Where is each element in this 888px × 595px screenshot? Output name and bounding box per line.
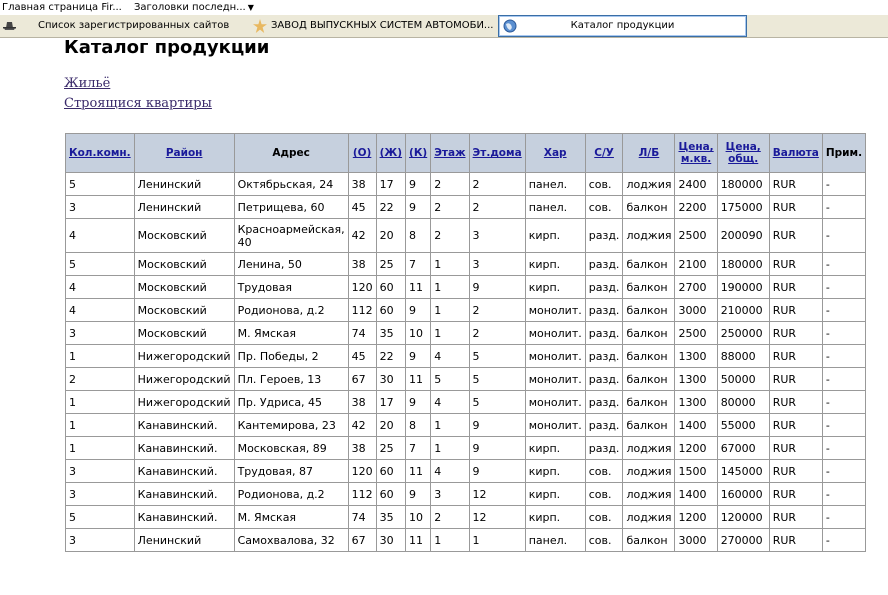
cell-note: - bbox=[822, 345, 865, 368]
cell-kitchen-area: 9 bbox=[406, 299, 431, 322]
table-row bbox=[66, 345, 866, 368]
cell-rooms: 1 bbox=[66, 414, 135, 437]
cell-address: Пр. Удриса, 45 bbox=[234, 391, 348, 414]
table-row bbox=[66, 219, 866, 253]
cell-bathroom: разд. bbox=[585, 219, 623, 253]
cell-floors: 2 bbox=[469, 173, 525, 196]
cell-living-area: 35 bbox=[376, 322, 405, 345]
cell-price-sqm: 1400 bbox=[675, 414, 717, 437]
cell-currency: RUR bbox=[769, 483, 822, 506]
cell-rooms: 4 bbox=[66, 276, 135, 299]
cell-floors: 9 bbox=[469, 414, 525, 437]
bookmarks-toolbar bbox=[0, 0, 888, 15]
tab-catalog[interactable] bbox=[498, 15, 747, 37]
table-row bbox=[66, 391, 866, 414]
cell-currency: RUR bbox=[769, 299, 822, 322]
cell-note: - bbox=[822, 483, 865, 506]
cell-bathroom: разд. bbox=[585, 276, 623, 299]
cell-address: Кантемирова, 23 bbox=[234, 414, 348, 437]
cell-balcony: балкон bbox=[623, 529, 675, 552]
cell-price-sqm: 2700 bbox=[675, 276, 717, 299]
column-header-type[interactable]: Хар bbox=[525, 134, 585, 173]
cell-type: кирп. bbox=[525, 483, 585, 506]
cell-floor: 4 bbox=[431, 460, 469, 483]
cell-note: - bbox=[822, 322, 865, 345]
cell-floor: 1 bbox=[431, 437, 469, 460]
cell-living-area: 17 bbox=[376, 391, 405, 414]
cell-total-area: 67 bbox=[348, 529, 376, 552]
cell-note: - bbox=[822, 299, 865, 322]
cell-kitchen-area: 11 bbox=[406, 460, 431, 483]
cell-total-area: 120 bbox=[348, 460, 376, 483]
cell-district: Нижегородский bbox=[134, 391, 234, 414]
cell-type: кирп. bbox=[525, 506, 585, 529]
cell-price-total: 180000 bbox=[717, 173, 769, 196]
cell-floor: 4 bbox=[431, 391, 469, 414]
cell-balcony: лоджия bbox=[623, 437, 675, 460]
bookmark-headlines[interactable] bbox=[134, 0, 254, 15]
cell-price-total: 120000 bbox=[717, 506, 769, 529]
bookmark-headlines-label: Заголовки последн... bbox=[134, 2, 246, 13]
cell-floors: 3 bbox=[469, 253, 525, 276]
table-row bbox=[66, 196, 866, 219]
cell-note: - bbox=[822, 368, 865, 391]
cell-rooms: 5 bbox=[66, 253, 135, 276]
cell-note: - bbox=[822, 253, 865, 276]
column-header-note: Прим. bbox=[822, 134, 865, 173]
cell-price-sqm: 1300 bbox=[675, 368, 717, 391]
cell-type: кирп. bbox=[525, 219, 585, 253]
table-row bbox=[66, 173, 866, 196]
cell-total-area: 42 bbox=[348, 219, 376, 253]
cell-kitchen-area: 9 bbox=[406, 345, 431, 368]
cell-price-total: 270000 bbox=[717, 529, 769, 552]
cell-address: Петрищева, 60 bbox=[234, 196, 348, 219]
cell-type: монолит. bbox=[525, 345, 585, 368]
table-row bbox=[66, 368, 866, 391]
cell-kitchen-area: 10 bbox=[406, 322, 431, 345]
cell-rooms: 5 bbox=[66, 173, 135, 196]
cell-note: - bbox=[822, 460, 865, 483]
cell-floor: 1 bbox=[431, 414, 469, 437]
column-header-balcony[interactable]: Л/Б bbox=[623, 134, 675, 173]
cell-price-sqm: 2500 bbox=[675, 219, 717, 253]
cell-bathroom: разд. bbox=[585, 437, 623, 460]
cell-rooms: 2 bbox=[66, 368, 135, 391]
cell-price-total: 55000 bbox=[717, 414, 769, 437]
cell-kitchen-area: 8 bbox=[406, 414, 431, 437]
cell-total-area: 74 bbox=[348, 506, 376, 529]
cell-district: Канавинский. bbox=[134, 460, 234, 483]
cell-balcony: балкон bbox=[623, 345, 675, 368]
table-row bbox=[66, 506, 866, 529]
cell-balcony: балкон bbox=[623, 253, 675, 276]
cell-total-area: 38 bbox=[348, 253, 376, 276]
cell-total-area: 120 bbox=[348, 276, 376, 299]
cell-currency: RUR bbox=[769, 276, 822, 299]
cell-type: панел. bbox=[525, 529, 585, 552]
cell-rooms: 1 bbox=[66, 437, 135, 460]
cell-price-sqm: 2200 bbox=[675, 196, 717, 219]
cell-floors: 5 bbox=[469, 391, 525, 414]
cell-total-area: 112 bbox=[348, 483, 376, 506]
cell-living-area: 35 bbox=[376, 506, 405, 529]
cell-note: - bbox=[822, 173, 865, 196]
cell-type: кирп. bbox=[525, 276, 585, 299]
cell-price-sqm: 3000 bbox=[675, 299, 717, 322]
cell-district: Канавинский. bbox=[134, 414, 234, 437]
cell-price-sqm: 1200 bbox=[675, 437, 717, 460]
cell-living-area: 20 bbox=[376, 219, 405, 253]
cell-district: Московский bbox=[134, 299, 234, 322]
cell-floors: 12 bbox=[469, 506, 525, 529]
cell-district: Московский bbox=[134, 253, 234, 276]
cell-kitchen-area: 9 bbox=[406, 196, 431, 219]
cell-price-sqm: 2400 bbox=[675, 173, 717, 196]
cell-district: Ленинский bbox=[134, 173, 234, 196]
cell-floors: 12 bbox=[469, 483, 525, 506]
cell-kitchen-area: 7 bbox=[406, 253, 431, 276]
cell-balcony: балкон bbox=[623, 322, 675, 345]
cell-rooms: 1 bbox=[66, 345, 135, 368]
cell-bathroom: разд. bbox=[585, 368, 623, 391]
cell-rooms: 3 bbox=[66, 196, 135, 219]
cell-type: монолит. bbox=[525, 368, 585, 391]
cell-floors: 5 bbox=[469, 368, 525, 391]
cell-living-area: 25 bbox=[376, 437, 405, 460]
table-header-row bbox=[66, 134, 866, 173]
cell-note: - bbox=[822, 529, 865, 552]
cell-total-area: 38 bbox=[348, 437, 376, 460]
cell-total-area: 67 bbox=[348, 368, 376, 391]
cell-kitchen-area: 9 bbox=[406, 173, 431, 196]
cell-living-area: 60 bbox=[376, 299, 405, 322]
cell-balcony: лоджия bbox=[623, 460, 675, 483]
cell-type: кирп. bbox=[525, 437, 585, 460]
cell-price-total: 80000 bbox=[717, 391, 769, 414]
cell-floor: 2 bbox=[431, 196, 469, 219]
cell-district: Московский bbox=[134, 276, 234, 299]
table-row bbox=[66, 437, 866, 460]
cell-currency: RUR bbox=[769, 368, 822, 391]
cell-price-total: 180000 bbox=[717, 253, 769, 276]
cell-living-area: 22 bbox=[376, 345, 405, 368]
cell-floor: 3 bbox=[431, 483, 469, 506]
cell-bathroom: разд. bbox=[585, 414, 623, 437]
table-row bbox=[66, 322, 866, 345]
cell-address: Московская, 89 bbox=[234, 437, 348, 460]
cell-address: М. Ямская bbox=[234, 506, 348, 529]
cell-note: - bbox=[822, 219, 865, 253]
tab-registered-sites[interactable] bbox=[0, 16, 247, 36]
page-title: Каталог продукции bbox=[64, 37, 270, 58]
cell-type: монолит. bbox=[525, 322, 585, 345]
cell-floor: 1 bbox=[431, 253, 469, 276]
cell-kitchen-area: 8 bbox=[406, 219, 431, 253]
cell-note: - bbox=[822, 196, 865, 219]
cell-total-area: 38 bbox=[348, 173, 376, 196]
cell-price-sqm: 1500 bbox=[675, 460, 717, 483]
cell-balcony: балкон bbox=[623, 299, 675, 322]
cell-address: Родионова, д.2 bbox=[234, 483, 348, 506]
cell-address: Октябрьская, 24 bbox=[234, 173, 348, 196]
cell-price-sqm: 1200 bbox=[675, 506, 717, 529]
cell-total-area: 45 bbox=[348, 345, 376, 368]
cell-balcony: балкон bbox=[623, 414, 675, 437]
cell-total-area: 42 bbox=[348, 414, 376, 437]
cell-kitchen-area: 9 bbox=[406, 391, 431, 414]
cell-rooms: 4 bbox=[66, 299, 135, 322]
link-under-construction[interactable]: Строящися квартиры bbox=[64, 96, 212, 111]
cell-currency: RUR bbox=[769, 173, 822, 196]
tab-strip bbox=[0, 15, 888, 38]
cell-price-total: 160000 bbox=[717, 483, 769, 506]
cell-living-area: 30 bbox=[376, 368, 405, 391]
cell-bathroom: разд. bbox=[585, 299, 623, 322]
cell-floor: 4 bbox=[431, 345, 469, 368]
cell-bathroom: разд. bbox=[585, 345, 623, 368]
link-housing[interactable]: Жильё bbox=[64, 76, 111, 91]
cell-type: кирп. bbox=[525, 460, 585, 483]
cell-address: Пр. Победы, 2 bbox=[234, 345, 348, 368]
cell-district: Ленинский bbox=[134, 529, 234, 552]
cell-rooms: 1 bbox=[66, 391, 135, 414]
cell-currency: RUR bbox=[769, 219, 822, 253]
cell-rooms: 3 bbox=[66, 460, 135, 483]
cell-balcony: балкон bbox=[623, 368, 675, 391]
cell-balcony: балкон bbox=[623, 276, 675, 299]
cell-floor: 2 bbox=[431, 506, 469, 529]
cell-type: монолит. bbox=[525, 414, 585, 437]
cell-district: Московский bbox=[134, 322, 234, 345]
cell-price-total: 200090 bbox=[717, 219, 769, 253]
column-header-living-area[interactable]: (Ж) bbox=[376, 134, 405, 173]
cell-currency: RUR bbox=[769, 196, 822, 219]
cell-floor: 5 bbox=[431, 368, 469, 391]
cell-currency: RUR bbox=[769, 414, 822, 437]
cell-balcony: балкон bbox=[623, 196, 675, 219]
cell-kitchen-area: 10 bbox=[406, 506, 431, 529]
cell-floor: 1 bbox=[431, 299, 469, 322]
cell-currency: RUR bbox=[769, 253, 822, 276]
cell-price-total: 88000 bbox=[717, 345, 769, 368]
cell-currency: RUR bbox=[769, 345, 822, 368]
cell-type: кирп. bbox=[525, 253, 585, 276]
catalog-table bbox=[65, 133, 866, 552]
cell-price-total: 175000 bbox=[717, 196, 769, 219]
cell-floors: 2 bbox=[469, 299, 525, 322]
cell-living-area: 17 bbox=[376, 173, 405, 196]
table-body bbox=[66, 173, 866, 552]
cell-bathroom: сов. bbox=[585, 173, 623, 196]
cell-address: Красноармейская, 40 bbox=[234, 219, 348, 253]
cell-type: панел. bbox=[525, 196, 585, 219]
cell-type: монолит. bbox=[525, 299, 585, 322]
column-header-price-total[interactable]: Цена, общ. bbox=[717, 134, 769, 173]
cell-currency: RUR bbox=[769, 391, 822, 414]
cell-floors: 9 bbox=[469, 276, 525, 299]
table-row bbox=[66, 299, 866, 322]
cell-currency: RUR bbox=[769, 437, 822, 460]
cell-kitchen-area: 9 bbox=[406, 483, 431, 506]
cell-balcony: лоджия bbox=[623, 173, 675, 196]
cell-price-total: 190000 bbox=[717, 276, 769, 299]
cell-district: Канавинский. bbox=[134, 506, 234, 529]
cell-living-area: 30 bbox=[376, 529, 405, 552]
cell-kitchen-area: 11 bbox=[406, 529, 431, 552]
cell-price-sqm: 1300 bbox=[675, 345, 717, 368]
cell-floor: 2 bbox=[431, 173, 469, 196]
table-row bbox=[66, 414, 866, 437]
cell-rooms: 3 bbox=[66, 483, 135, 506]
cell-currency: RUR bbox=[769, 506, 822, 529]
cell-total-area: 45 bbox=[348, 196, 376, 219]
cell-rooms: 3 bbox=[66, 529, 135, 552]
cell-district: Нижегородский bbox=[134, 345, 234, 368]
cell-price-sqm: 2500 bbox=[675, 322, 717, 345]
cell-floor: 1 bbox=[431, 322, 469, 345]
cell-bathroom: сов. bbox=[585, 196, 623, 219]
cell-floors: 1 bbox=[469, 529, 525, 552]
column-header-bathroom[interactable]: С/У bbox=[585, 134, 623, 173]
cell-address: Трудовая, 87 bbox=[234, 460, 348, 483]
star-icon bbox=[253, 19, 267, 33]
cell-floors: 3 bbox=[469, 219, 525, 253]
cell-total-area: 38 bbox=[348, 391, 376, 414]
column-header-floors[interactable]: Эт.дома bbox=[469, 134, 525, 173]
table-row bbox=[66, 529, 866, 552]
cell-kitchen-area: 7 bbox=[406, 437, 431, 460]
cell-total-area: 74 bbox=[348, 322, 376, 345]
cell-price-total: 210000 bbox=[717, 299, 769, 322]
cell-living-area: 22 bbox=[376, 196, 405, 219]
cell-district: Московский bbox=[134, 219, 234, 253]
cell-kitchen-area: 11 bbox=[406, 368, 431, 391]
column-header-price-sqm[interactable]: Цена, м.кв. bbox=[675, 134, 717, 173]
tab-label: Список зарегистрированных сайтов bbox=[38, 20, 230, 31]
cell-note: - bbox=[822, 506, 865, 529]
cell-note: - bbox=[822, 437, 865, 460]
hat-icon bbox=[3, 20, 16, 31]
cell-address: Самохвалова, 32 bbox=[234, 529, 348, 552]
cell-price-total: 250000 bbox=[717, 322, 769, 345]
table-row bbox=[66, 483, 866, 506]
cell-address: Трудовая bbox=[234, 276, 348, 299]
cell-price-sqm: 2100 bbox=[675, 253, 717, 276]
cell-currency: RUR bbox=[769, 460, 822, 483]
cell-currency: RUR bbox=[769, 529, 822, 552]
column-header-district[interactable]: Район bbox=[134, 134, 234, 173]
cell-note: - bbox=[822, 414, 865, 437]
cell-floor: 1 bbox=[431, 276, 469, 299]
cell-rooms: 3 bbox=[66, 322, 135, 345]
table-row bbox=[66, 253, 866, 276]
column-header-kitchen-area[interactable]: (К) bbox=[406, 134, 431, 173]
cell-price-total: 145000 bbox=[717, 460, 769, 483]
cell-type: монолит. bbox=[525, 391, 585, 414]
cell-note: - bbox=[822, 391, 865, 414]
cell-floors: 2 bbox=[469, 196, 525, 219]
tab-label: ЗАВОД ВЫПУСКНЫХ СИСТЕМ АВТОМОБИ... bbox=[271, 20, 494, 31]
cell-balcony: лоджия bbox=[623, 506, 675, 529]
cell-rooms: 5 bbox=[66, 506, 135, 529]
cell-price-sqm: 1400 bbox=[675, 483, 717, 506]
cell-total-area: 112 bbox=[348, 299, 376, 322]
cell-living-area: 60 bbox=[376, 460, 405, 483]
cell-bathroom: сов. bbox=[585, 529, 623, 552]
cell-district: Ленинский bbox=[134, 196, 234, 219]
tab-factory[interactable] bbox=[248, 16, 497, 36]
cell-district: Канавинский. bbox=[134, 437, 234, 460]
cell-address: Родионова, д.2 bbox=[234, 299, 348, 322]
cell-district: Канавинский. bbox=[134, 483, 234, 506]
cell-floors: 9 bbox=[469, 437, 525, 460]
cell-kitchen-area: 11 bbox=[406, 276, 431, 299]
cell-floor: 2 bbox=[431, 219, 469, 253]
column-header-rooms[interactable]: Кол.комн. bbox=[66, 134, 135, 173]
cell-bathroom: разд. bbox=[585, 253, 623, 276]
cell-bathroom: сов. bbox=[585, 506, 623, 529]
cell-price-sqm: 3000 bbox=[675, 529, 717, 552]
cell-address: М. Ямская bbox=[234, 322, 348, 345]
cell-bathroom: сов. bbox=[585, 460, 623, 483]
cell-floors: 2 bbox=[469, 322, 525, 345]
cell-address: Ленина, 50 bbox=[234, 253, 348, 276]
cell-floors: 5 bbox=[469, 345, 525, 368]
cell-living-area: 60 bbox=[376, 483, 405, 506]
cell-bathroom: сов. bbox=[585, 483, 623, 506]
cell-balcony: лоджия bbox=[623, 219, 675, 253]
cell-balcony: балкон bbox=[623, 391, 675, 414]
column-header-total-area[interactable]: (О) bbox=[348, 134, 376, 173]
cell-living-area: 20 bbox=[376, 414, 405, 437]
column-header-floor[interactable]: Этаж bbox=[431, 134, 469, 173]
cell-living-area: 25 bbox=[376, 253, 405, 276]
cell-price-total: 67000 bbox=[717, 437, 769, 460]
dropdown-arrow-icon: ▼ bbox=[247, 3, 254, 12]
cell-living-area: 60 bbox=[376, 276, 405, 299]
cell-balcony: лоджия bbox=[623, 483, 675, 506]
cell-type: панел. bbox=[525, 173, 585, 196]
cell-price-sqm: 1300 bbox=[675, 391, 717, 414]
column-header-address: Адрес bbox=[234, 134, 348, 173]
column-header-currency[interactable]: Валюта bbox=[769, 134, 822, 173]
cell-bathroom: разд. bbox=[585, 322, 623, 345]
cell-floor: 1 bbox=[431, 529, 469, 552]
cell-district: Нижегородский bbox=[134, 368, 234, 391]
cell-address: Пл. Героев, 13 bbox=[234, 368, 348, 391]
cell-floors: 9 bbox=[469, 460, 525, 483]
table-row bbox=[66, 276, 866, 299]
cell-price-total: 50000 bbox=[717, 368, 769, 391]
bookmark-home[interactable]: Главная страница Fir... bbox=[2, 2, 122, 13]
cell-bathroom: разд. bbox=[585, 391, 623, 414]
table-row bbox=[66, 460, 866, 483]
tab-label: Каталог продукции bbox=[570, 20, 675, 31]
cell-note: - bbox=[822, 276, 865, 299]
cell-currency: RUR bbox=[769, 322, 822, 345]
cell-rooms: 4 bbox=[66, 219, 135, 253]
